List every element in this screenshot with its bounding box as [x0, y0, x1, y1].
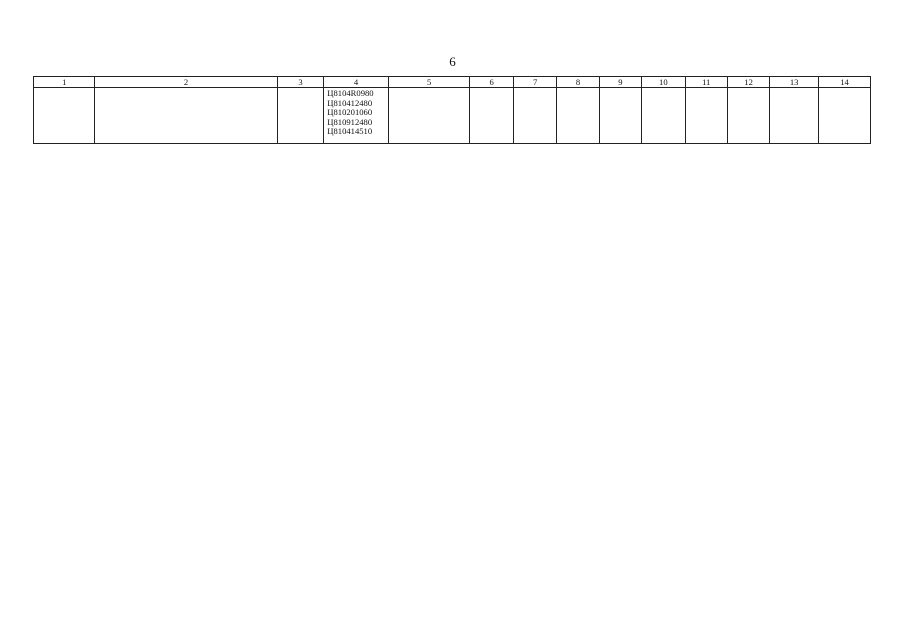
target-codes-cell-line: Ц810412480	[327, 97, 373, 108]
empty-cell	[819, 88, 871, 144]
header-cell: 9	[599, 77, 641, 88]
empty-cell	[599, 88, 641, 144]
header-cell: 11	[685, 77, 727, 88]
header-cell: 5	[388, 77, 470, 88]
empty-cell	[388, 88, 470, 144]
empty-cell	[557, 88, 599, 144]
empty-cell	[770, 88, 819, 144]
header-cell: 12	[727, 77, 769, 88]
event-name-cell	[34, 88, 95, 144]
header-cell: 8	[557, 77, 599, 88]
header-cell: 4	[324, 77, 389, 88]
header-cell: 14	[819, 77, 871, 88]
target-codes-cell	[324, 88, 389, 144]
header-cell: 6	[470, 77, 513, 88]
header-cell: 10	[642, 77, 685, 88]
empty-cell	[685, 88, 727, 144]
target-codes-cell-line: Ц810201060	[327, 107, 373, 117]
event-description-cell	[95, 88, 277, 144]
empty-cell	[513, 88, 556, 144]
target-codes-cell-line: Ц8104R0980	[327, 88, 374, 98]
header-row	[34, 77, 871, 88]
header-cell: 1	[34, 77, 95, 88]
empty-cell	[727, 88, 769, 144]
program-code-cell	[277, 88, 324, 144]
page-number: 6	[449, 54, 456, 69]
header-cell: 13	[770, 77, 819, 88]
empty-cell	[470, 88, 513, 144]
header-cell: 3	[277, 77, 324, 88]
header-cell: 2	[95, 77, 277, 88]
empty-cell	[642, 88, 685, 144]
header-cell: 7	[513, 77, 556, 88]
budget-table	[33, 76, 871, 144]
table-row	[34, 88, 871, 144]
target-codes-cell-line: Ц810912480	[327, 116, 373, 127]
target-codes-cell-line: Ц810414510	[327, 126, 373, 136]
